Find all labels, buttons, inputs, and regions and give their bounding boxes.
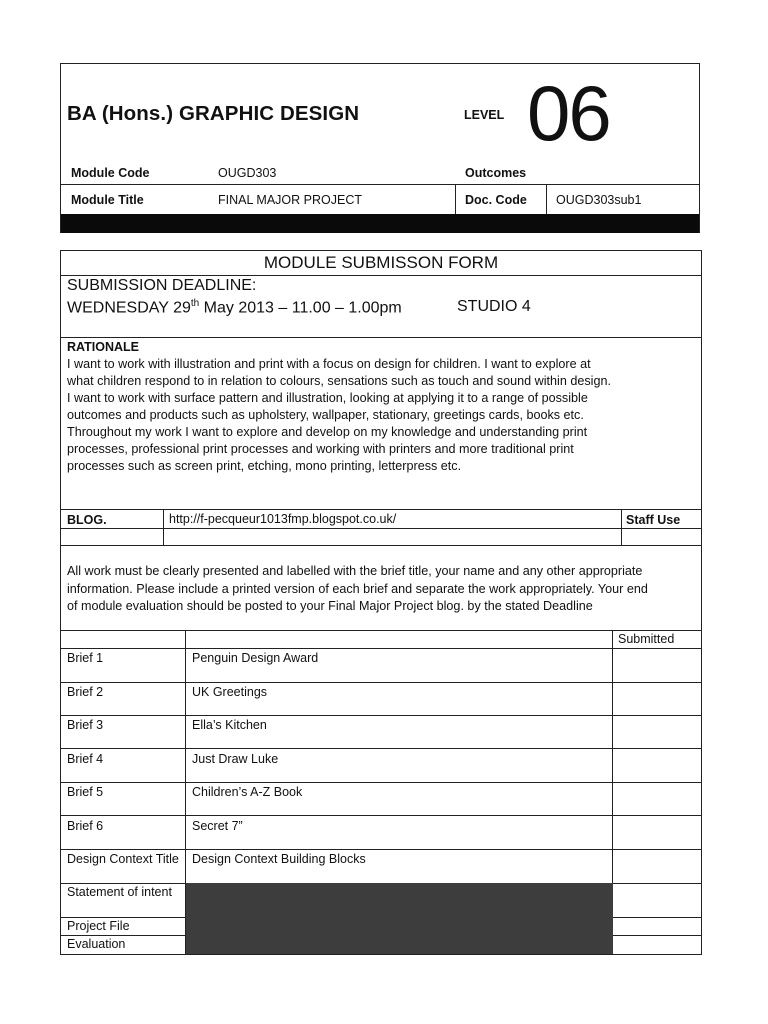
- form-title: MODULE SUBMISSON FORM: [263, 253, 499, 272]
- row-divider: [61, 545, 701, 546]
- brief-label: Brief 5: [67, 785, 104, 799]
- blog-url-link[interactable]: http://f-pecqueur1013fmp.blogspot.co.uk/: [169, 512, 397, 526]
- module-code-value: OUGD303: [218, 166, 277, 180]
- deadline-day: WEDNESDAY 29: [67, 299, 191, 317]
- col-divider: [163, 509, 164, 545]
- rationale-line: Throughout my work I want to explore and develop on my knowledge and understanding print: [67, 425, 588, 439]
- module-title-label: Module Title: [71, 193, 144, 207]
- level-label: LEVEL: [464, 108, 505, 122]
- row-divider: [61, 682, 701, 683]
- col-divider: [621, 509, 622, 545]
- brief-title: Secret 7”: [192, 819, 243, 833]
- brief-label: Brief 3: [67, 718, 104, 732]
- brief-label: Brief 1: [67, 651, 104, 665]
- brief-title: UK Greetings: [192, 685, 268, 699]
- rationale-text: [67, 356, 687, 475]
- course-title: BA (Hons.) GRAPHIC DESIGN: [67, 102, 360, 125]
- row-divider: [61, 849, 701, 850]
- outcomes-label: Outcomes: [465, 166, 527, 180]
- rationale-line: processes such as screen print, etching, mono printing, letterpress etc.: [67, 459, 462, 473]
- instruction-line: information. Please include a printed version of each brief and separate the work appropriately. Your end: [67, 581, 648, 596]
- brief-label: Brief 6: [67, 819, 104, 833]
- row-divider: [61, 509, 701, 510]
- submitted-column-header: Submitted: [618, 632, 675, 646]
- row-label: Statement of intent: [67, 885, 172, 899]
- header-divider: [61, 184, 699, 185]
- submission-form: [60, 250, 702, 955]
- row-label: Project File: [67, 919, 130, 933]
- staff-use-label: Staff Use: [626, 513, 681, 527]
- row-divider: [61, 630, 701, 631]
- rationale-heading: RATIONALE: [67, 340, 139, 354]
- module-header: [60, 63, 700, 233]
- instruction-line: of module evaluation should be posted to your Final Major Project blog. by the stated Deadline: [67, 599, 593, 613]
- deadline-time: May 2013 – 11.00 – 1.00pm: [199, 299, 402, 317]
- rationale-line: I want to work with illustration and print with a focus on design for children. I want to explore at: [67, 357, 591, 371]
- row-divider: [61, 782, 701, 783]
- brief-title: Design Context Building Blocks: [192, 852, 366, 866]
- row-divider: [61, 648, 701, 649]
- row-divider: [61, 748, 701, 749]
- shaded-cell: [186, 883, 613, 917]
- deadline-sup: th: [190, 298, 200, 309]
- shaded-cell: [186, 935, 613, 954]
- module-title-value: FINAL MAJOR PROJECT: [218, 193, 362, 207]
- module-code-label: Module Code: [71, 166, 150, 180]
- row-label: Evaluation: [67, 937, 126, 951]
- instruction-line: All work must be clearly presented and labelled with the brief title, your name and any other appropriate: [67, 564, 643, 578]
- deadline-date: [67, 298, 402, 317]
- rationale-line: processes, professional print processes and working with printers and more traditional print: [67, 442, 574, 456]
- deadline-studio: STUDIO 4: [457, 298, 531, 315]
- row-divider: [61, 528, 701, 529]
- submission-instructions: [67, 563, 697, 616]
- header-black-bar: [61, 214, 699, 233]
- row-divider: [61, 715, 701, 716]
- rationale-line: I want to work with surface pattern and illustration, looking at applying it to a range of possible: [67, 391, 588, 405]
- brief-title: Penguin Design Award: [192, 651, 319, 665]
- row-divider: [61, 815, 701, 816]
- brief-label: Brief 2: [67, 685, 104, 699]
- doc-code-value: OUGD303sub1: [556, 193, 642, 207]
- row-divider: [61, 275, 701, 276]
- header-divider: [546, 184, 547, 214]
- brief-title: Ella’s Kitchen: [192, 718, 267, 732]
- rationale-line: what children respond to in relation to colours, sensations such as touch and sound within design.: [67, 374, 611, 388]
- brief-label: Brief 4: [67, 752, 104, 766]
- deadline-label: SUBMISSION DEADLINE:: [67, 277, 257, 294]
- shaded-cell: [186, 917, 613, 935]
- header-divider: [455, 184, 456, 214]
- rationale-line: outcomes and products such as upholstery, wallpaper, stationary, greetings cards, books etc.: [67, 408, 584, 422]
- brief-title: Just Draw Luke: [192, 752, 279, 766]
- row-divider: [61, 337, 701, 338]
- blog-label: BLOG.: [67, 513, 107, 527]
- brief-title: Children’s A-Z Book: [192, 785, 303, 799]
- level-number: 06: [527, 69, 610, 157]
- brief-label: Design Context Title: [67, 852, 179, 866]
- doc-code-label: Doc. Code: [465, 193, 527, 207]
